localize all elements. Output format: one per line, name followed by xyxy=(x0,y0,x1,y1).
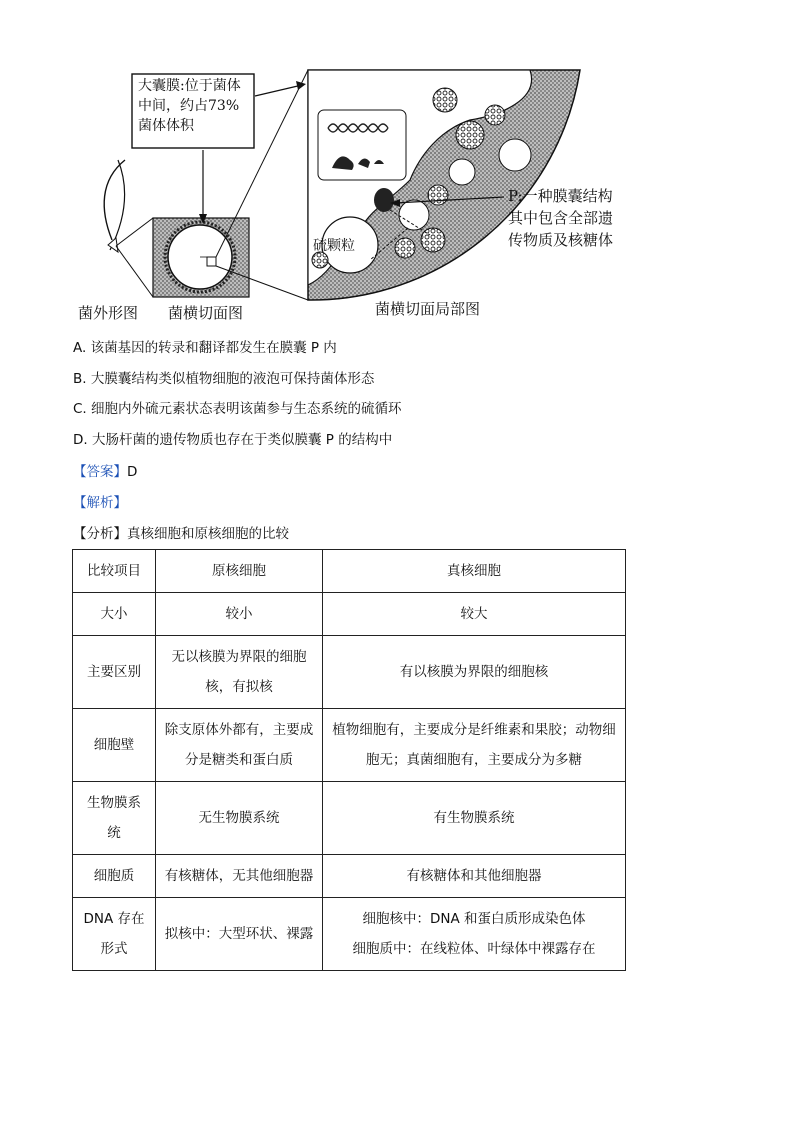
callout-line: 传物质及核糖体 xyxy=(508,231,614,249)
table-row xyxy=(73,898,626,971)
table-cell: 大小 xyxy=(73,593,156,636)
callout-line: 其中包含全部遗 xyxy=(508,209,614,227)
caption-cross-section: 菌横切面图 xyxy=(168,304,244,322)
table-cell: 有核糖体，无其他细胞器 xyxy=(156,855,323,898)
analysis-label: 【解析】 xyxy=(73,495,127,511)
answer-label: 【答案】 xyxy=(73,464,127,480)
header-cell: 比较项目 xyxy=(73,550,156,593)
table-cell: 有核糖体和其他细胞器 xyxy=(323,855,626,898)
comparison-table xyxy=(72,549,626,971)
option-d: D. 大肠杆菌的遗传物质也存在于类似膜囊 P 的结构中 xyxy=(73,432,393,448)
membrane-callout xyxy=(138,76,256,136)
header-cell: 真核细胞 xyxy=(323,550,626,593)
table-cell: 细胞核中：DNA 和蛋白质形成染色体 细胞质中：在线粒体、叶绿体中裸露存在 xyxy=(323,898,626,971)
table-cell: 除支原体外都有，主要成分是糖类和蛋白质 xyxy=(156,709,323,782)
table-row xyxy=(73,782,626,855)
table-cell: 细胞壁 xyxy=(73,709,156,782)
table-cell: 细胞质 xyxy=(73,855,156,898)
option-a: A. 该菌基因的转录和翻译都发生在膜囊 P 内 xyxy=(73,340,337,356)
option-c: C. 细胞内外硫元素状态表明该菌参与生态系统的硫循环 xyxy=(73,401,402,417)
callout-line: 菌体体积 xyxy=(138,118,194,134)
table-row xyxy=(73,593,626,636)
caption-partial-section: 菌横切面局部图 xyxy=(375,300,481,318)
sulfur-granule-label: 硫颗粒 xyxy=(313,238,355,254)
vesicle-p-callout xyxy=(508,185,613,251)
table-header-row xyxy=(73,550,626,593)
caption-outer-shape: 菌外形图 xyxy=(78,304,139,322)
outer-shape-drawing xyxy=(104,160,153,297)
callout-line: 中间，约占73% xyxy=(138,98,240,114)
table-cell: 较小 xyxy=(156,593,323,636)
table-cell: 生物膜系统 xyxy=(73,782,156,855)
table-cell: 无以核膜为界限的细胞核，有拟核 xyxy=(156,636,323,709)
table-row xyxy=(73,855,626,898)
callout-line: P:一种膜囊结构 xyxy=(508,187,613,205)
answer-value: D xyxy=(127,464,138,480)
table-cell: 拟核中：大型环状、裸露 xyxy=(156,898,323,971)
table-cell: DNA 存在形式 xyxy=(73,898,156,971)
callout-line: 大囊膜:位于菌体 xyxy=(138,78,241,94)
bacterium-figure xyxy=(70,60,710,330)
analysis-intro: 【分析】真核细胞和原核细胞的比较 xyxy=(73,526,289,542)
table-cell: 主要区别 xyxy=(73,636,156,709)
table-cell: 植物细胞有，主要成分是纤维素和果胶；动物细胞无；真菌细胞有，主要成分为多糖 xyxy=(323,709,626,782)
table-row xyxy=(73,636,626,709)
table-row xyxy=(73,709,626,782)
table-cell: 有生物膜系统 xyxy=(323,782,626,855)
table-cell: 无生物膜系统 xyxy=(156,782,323,855)
option-b: B. 大膜囊结构类似植物细胞的液泡可保持菌体形态 xyxy=(73,371,375,387)
answer-line xyxy=(73,462,137,482)
header-cell: 原核细胞 xyxy=(156,550,323,593)
table-cell: 有以核膜为界限的细胞核 xyxy=(323,636,626,709)
table-cell: 较大 xyxy=(323,593,626,636)
